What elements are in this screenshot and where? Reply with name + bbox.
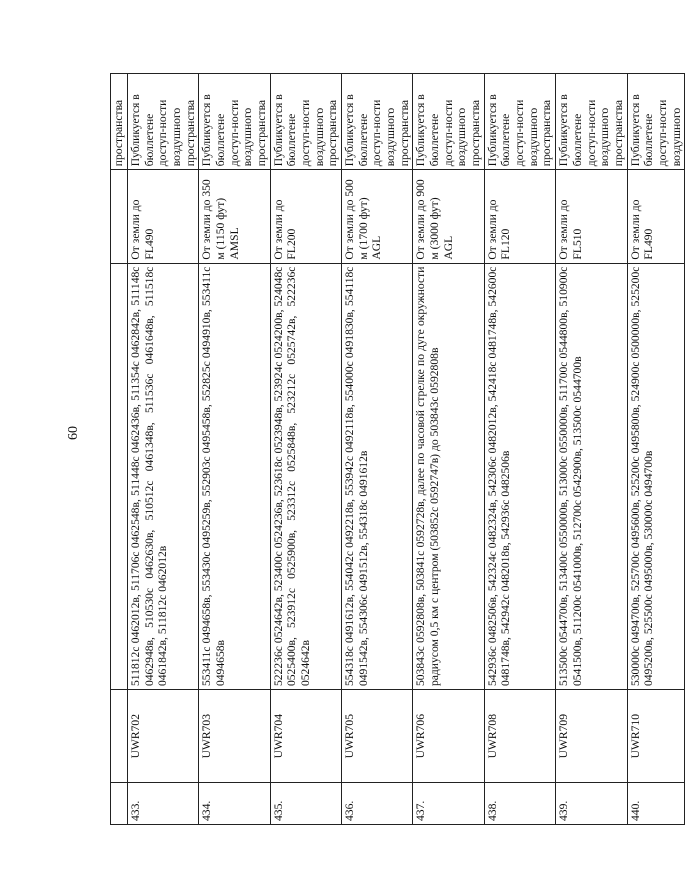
cell-id: UWR705 bbox=[342, 690, 413, 783]
airspace-table bbox=[110, 73, 685, 825]
cell-publication: Публикуется в бюллетене доступ-ности воздушного пространства bbox=[556, 74, 627, 170]
cell-id: UWR708 bbox=[484, 690, 555, 783]
cell-num: 438. bbox=[484, 783, 555, 825]
cell-num: 434. bbox=[199, 783, 270, 825]
cell-altitude: От земли до 900 м (3000 фут) AGL bbox=[413, 170, 484, 263]
cell-id bbox=[111, 690, 128, 783]
table-row bbox=[627, 74, 685, 825]
cell-altitude: От земли до 500 м (1700 фут) AGL bbox=[342, 170, 413, 263]
cell-id: UWR710 bbox=[627, 690, 685, 783]
cell-altitude: От земли до 350 м (1150 фут) AMSL bbox=[199, 170, 270, 263]
continuation-row bbox=[111, 74, 128, 825]
cell-publication: Публикуется в бюллетене доступ-ности воздушного пространства bbox=[413, 74, 484, 170]
table-row bbox=[342, 74, 413, 825]
cell-coords: 503843с 0592808в, 503841с 0592728в, далее по часовой стрелке по дуге окружности радиусом 0,5 км с центром (503852с 0592747в) до 503843с 0592808в bbox=[413, 263, 484, 689]
cell-publication: Публикуется в бюллетене доступ-ности воздушного пространства bbox=[484, 74, 555, 170]
table-row bbox=[484, 74, 555, 825]
table-row bbox=[413, 74, 484, 825]
cell-id: UWR704 bbox=[270, 690, 341, 783]
cell-coords: 513500с 0544700в, 513400с 0550000в, 513000с 0550000в, 511700с 0544800в, 510900с 0541500в, 511200с 0541000в, 512700с 0542900в, 513500с 0544700в bbox=[556, 263, 627, 689]
cell-altitude bbox=[111, 170, 128, 263]
cell-num: 433. bbox=[128, 783, 199, 825]
rotated-table-container bbox=[110, 73, 683, 825]
cell-altitude: От земли до FL120 bbox=[484, 170, 555, 263]
cell-num: 439. bbox=[556, 783, 627, 825]
table-row bbox=[128, 74, 199, 825]
cell-coords: 553411с 0494658в, 553430с 0495259в, 552903с 0495458в, 552825с 0494910в, 553411с 0494658в bbox=[199, 263, 270, 689]
cell-coords: 522236с 0524642в, 523400с 0524236в, 523618с 0523948в, 523924с 0524200в, 524048с 0525400в, 523912с 0525900в, 523312с 0525848в, 523212с 0525742в, 522236с 0524642в bbox=[270, 263, 341, 689]
cell-num: 435. bbox=[270, 783, 341, 825]
cell-publication: Публикуется в бюллетене доступ-ности воздушного пространства bbox=[199, 74, 270, 170]
cell-id: UWR703 bbox=[199, 690, 270, 783]
cell-coords: 530000с 0494700в, 525700с 0495600в, 525200с 0495800в, 524900с 0500000в, 525200с 0495200в, 525500с 0495000в, 530000с 0494700в bbox=[627, 263, 685, 689]
page-number: 60 bbox=[66, 426, 81, 440]
cell-publication: Публикуется в бюллетене доступ-ности воздушного пространства bbox=[128, 74, 199, 170]
cell-id: UWR706 bbox=[413, 690, 484, 783]
table-row bbox=[199, 74, 270, 825]
table-row bbox=[556, 74, 627, 825]
cell-id: UWR702 bbox=[128, 690, 199, 783]
cell-coords: 511812с 0462012в, 511706с 0462548в, 511448с 0462436в, 511354с 0462842в, 511148с 0462948в, 510530с 0462630в, 510512с 0461348в, 511536с 0461648в, 511518с 0461842в, 511812с 0462012в bbox=[128, 263, 199, 689]
cell-num: 437. bbox=[413, 783, 484, 825]
cell-publication: пространства bbox=[111, 74, 128, 170]
cell-publication: Публикуется в бюллетене доступ-ности воздушного bbox=[627, 74, 685, 170]
cell-id: UWR709 bbox=[556, 690, 627, 783]
cell-publication: Публикуется в бюллетене доступ-ности воздушного пространства bbox=[342, 74, 413, 170]
cell-num bbox=[111, 783, 128, 825]
cell-coords: 542936с 0482506в, 542324с 0482324в, 542306с 0482012в, 542418с 0481748в, 542600с 0481748в, 542942с 0482018в, 542936с 0482506в bbox=[484, 263, 555, 689]
cell-coords bbox=[111, 263, 128, 689]
cell-altitude: От земли до FL490 bbox=[627, 170, 685, 263]
cell-num: 436. bbox=[342, 783, 413, 825]
cell-altitude: От земли до FL510 bbox=[556, 170, 627, 263]
table-row bbox=[270, 74, 341, 825]
cell-altitude: От земли до FL490 bbox=[128, 170, 199, 263]
cell-num: 440. bbox=[627, 783, 685, 825]
cell-coords: 554318с 0491612в, 554042с 0492218в, 553942с 0492118в, 554000с 0491830в, 554118с 0491542в, 554306с 0491512в, 554318с 0491612в bbox=[342, 263, 413, 689]
cell-altitude: От земли до FL200 bbox=[270, 170, 341, 263]
cell-publication: Публикуется в бюллетене доступ-ности воздушного пространства bbox=[270, 74, 341, 170]
